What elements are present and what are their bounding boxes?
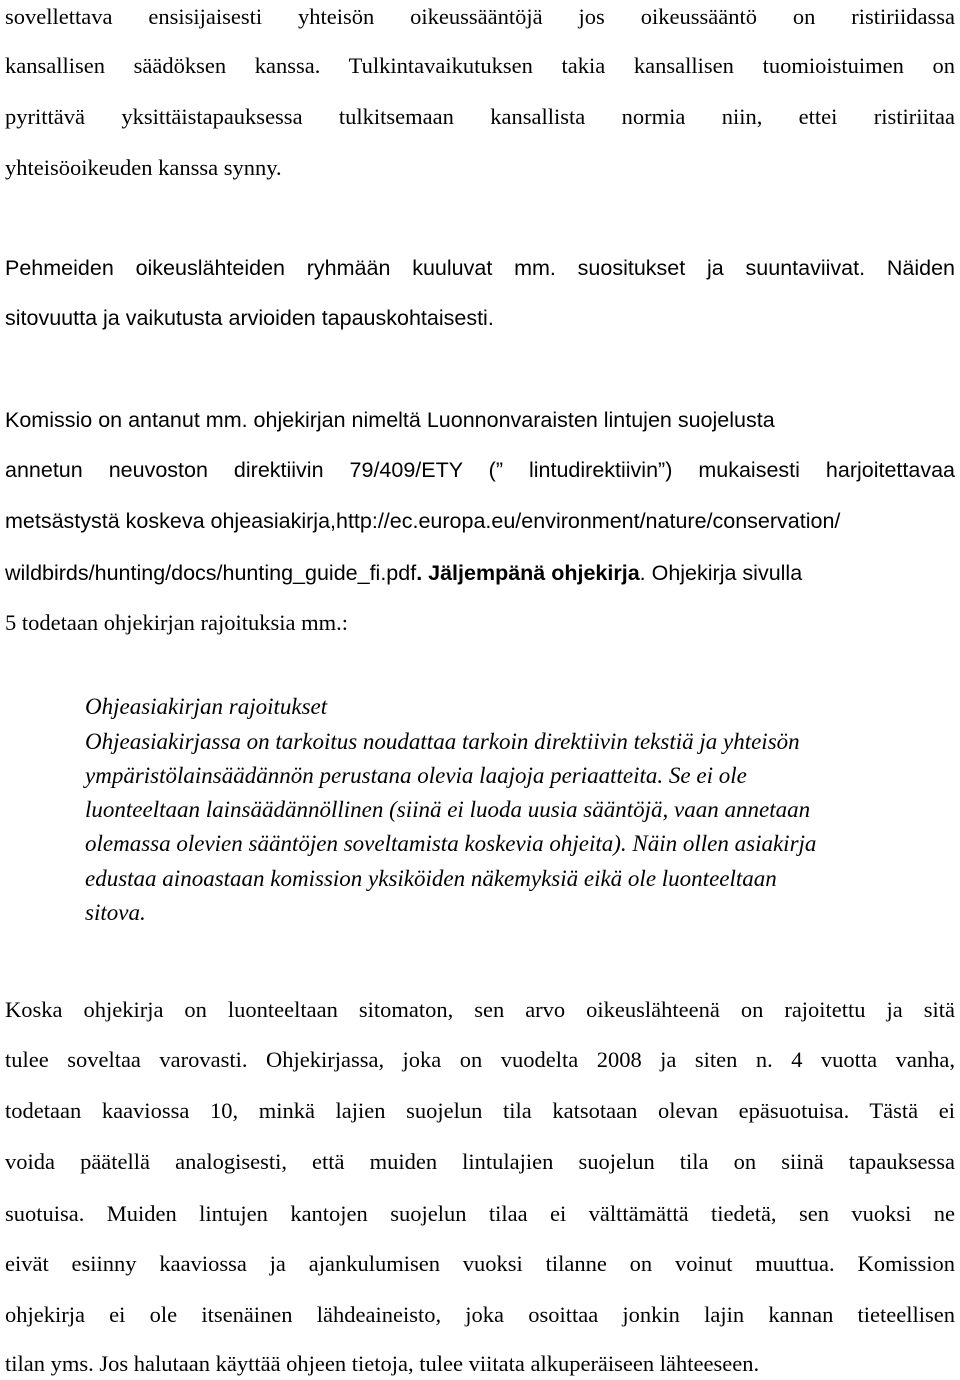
guide-short-name: . Jäljempänä ohjekirja xyxy=(416,561,640,585)
paragraph-1-line: pyrittävä yksittäistapauksessa tulkitsemaan kansallista normia niin, ettei ristiriitaa xyxy=(5,104,955,129)
paragraph-1-line: kansallisen säädöksen kanssa. Tulkintavaikutuksen takia kansallisen tuomioistuimen on xyxy=(5,53,955,78)
paragraph-2-line: Pehmeiden oikeuslähteiden ryhmään kuuluvat mm. suositukset ja suuntaviivat. Näiden xyxy=(5,256,955,280)
paragraph-4-line: voida päätellä analogisesti, että muiden lintulajien suojelun tila on siinä tapauksessa xyxy=(5,1149,955,1174)
paragraph-3-line xyxy=(5,558,955,588)
paragraph-3-line: metsästystä koskeva ohjeasiakirja,http://ec.europa.eu/environment/nature/conservation/ xyxy=(5,509,841,533)
paragraph-3-line: 5 todetaan ohjekirjan rajoituksia mm.: xyxy=(5,610,349,635)
quote-line: sitova. xyxy=(85,900,146,925)
quote-line: ympäristölainsäädännön perustana olevia laajoja periaatteita. Se ei ole xyxy=(85,763,747,788)
quote-line: Ohjeasiakirjassa on tarkoitus noudattaa tarkoin direktiivin tekstiä ja yhteisön xyxy=(85,729,800,754)
guide-page-ref: . Ohjekirja sivulla xyxy=(639,561,803,585)
paragraph-2-line: sitovuutta ja vaikutusta arvioiden tapauskohtaisesti. xyxy=(5,306,494,330)
paragraph-4-line: todetaan kaaviossa 10, minkä lajien suojelun tila katsotaan olevan epäsuotuisa. Tästä ei xyxy=(5,1098,955,1123)
paragraph-4-line: eivät esiinny kaaviossa ja ajankulumisen vuoksi tilanne on voinut muuttua. Komission xyxy=(5,1251,955,1276)
paragraph-1-line: sovellettava ensisijaisesti yhteisön oikeussääntöjä jos oikeussääntö on ristiriidassa xyxy=(5,4,955,29)
paragraph-3-line: annetun neuvoston direktiivin 79/409/ETY (” lintudirektiivin”) mukaisesti harjoitettavaa xyxy=(5,458,955,482)
paragraph-4-line: Koska ohjekirja on luonteeltaan sitomaton, sen arvo oikeuslähteenä on rajoitettu ja sitä xyxy=(5,997,955,1022)
guide-url-end: wildbirds/hunting/docs/hunting_guide_fi.pdf xyxy=(5,561,417,585)
quote-line: edustaa ainoastaan komission yksiköiden näkemyksiä eikä ole luonteeltaan xyxy=(85,866,777,891)
quote-line: olemassa olevien sääntöjen soveltamista koskevia ohjeita). Näin ollen asiakirja xyxy=(85,831,817,856)
paragraph-4-line: suotuisa. Muiden lintujen kantojen suojelun tilaa ei välttämättä tiedetä, sen vuoksi ne xyxy=(5,1201,955,1226)
paragraph-4-line: ohjekirja ei ole itsenäinen lähdeaineisto, joka osoittaa jonkin lajin kannan tieteellisen xyxy=(5,1302,955,1327)
paragraph-4-line: tulee soveltaa varovasti. Ohjekirjassa, joka on vuodelta 2008 ja siten n. 4 vuotta vanha, xyxy=(5,1047,955,1072)
paragraph-4-line: tilan yms. Jos halutaan käyttää ohjeen tietoja, tulee viitata alkuperäiseen lähteeseen. xyxy=(5,1351,760,1376)
quote-heading: Ohjeasiakirjan rajoitukset xyxy=(85,694,328,719)
paragraph-3-line: Komissio on antanut mm. ohjekirjan nimeltä Luonnonvaraisten lintujen suojelusta xyxy=(5,408,775,432)
quote-line: luonteeltaan lainsäädännöllinen (siinä ei luoda uusia sääntöjä, vaan annetaan xyxy=(85,797,811,822)
paragraph-1-line: yhteisöoikeuden kanssa synny. xyxy=(5,155,282,180)
